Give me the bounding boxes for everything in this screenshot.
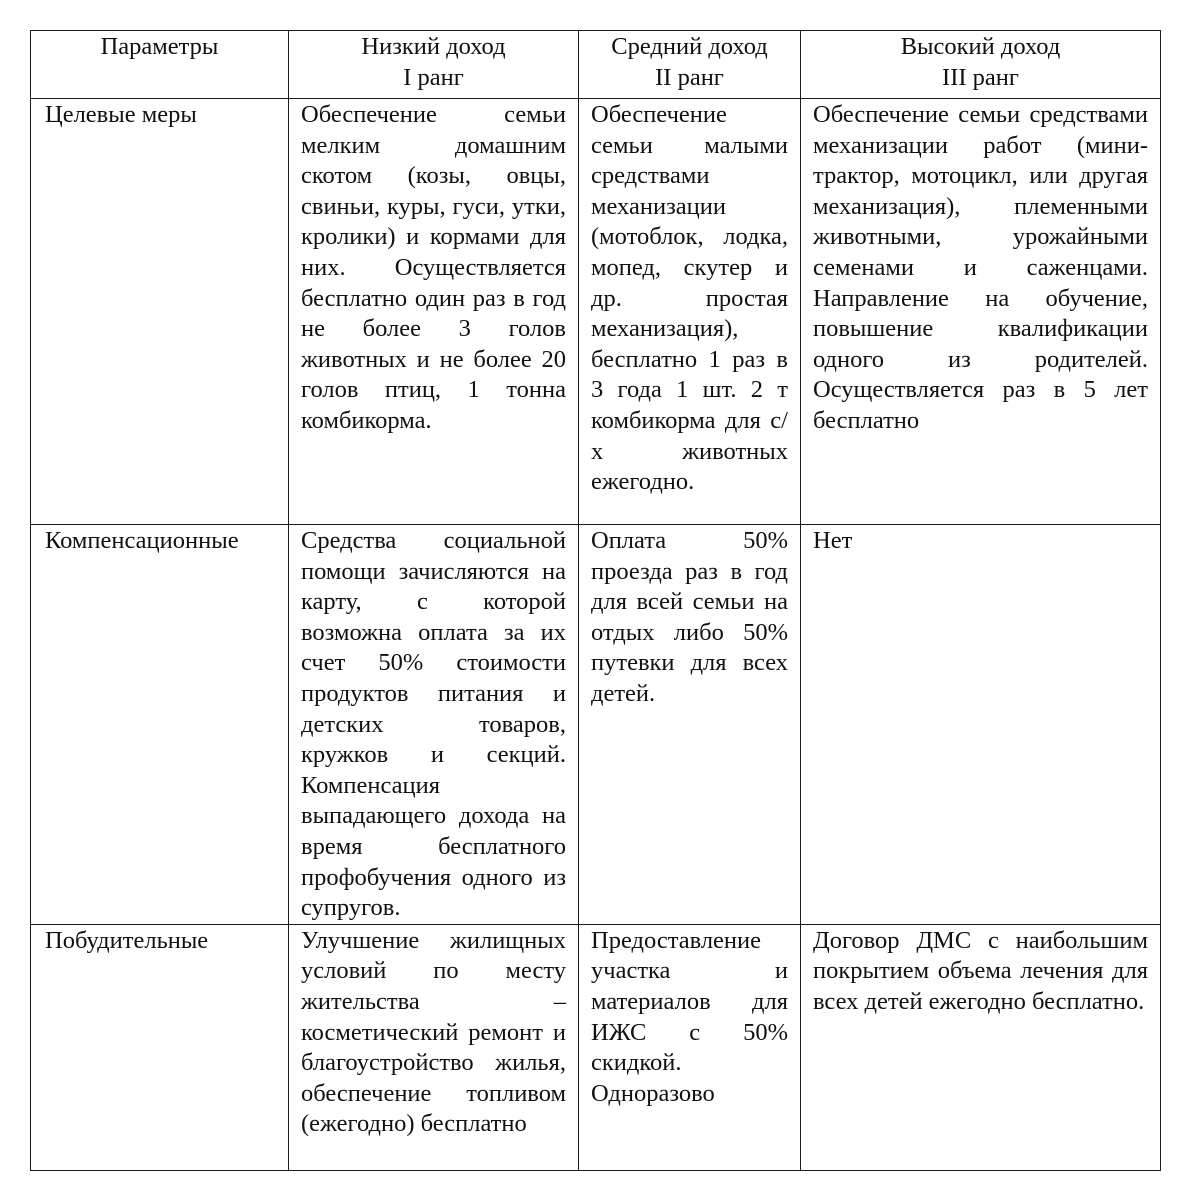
row-param-target-measures: Целевые меры: [31, 99, 289, 525]
cell-high-income: Обеспечение семьи средствами механизации работ (мини-трактор, мотоцикл, или другая механизация), племенными животными, урожайными семенами и саженцами. Направление на обучение, повышение квалификации одного из родителей. Осуществляется раз в 5 лет бесплатно: [801, 99, 1161, 525]
header-mid-income-title: Средний доход: [611, 33, 768, 60]
cell-high-income: Договор ДМС с наибольшим покрытием объема лечения для всех детей ежегодно бесплатно.: [801, 924, 1161, 1170]
header-parameters-label: Параметры: [100, 33, 219, 60]
table-row: [31, 525, 1161, 925]
table-row: [31, 924, 1161, 1170]
row-param-compensation: Компенсационные: [31, 525, 289, 925]
header-high-income: [801, 31, 1161, 99]
cell-mid-income: Оплата 50% проезда раз в год для всей семьи на отдых либо 50% путевки для всех детей.: [579, 525, 801, 925]
header-mid-income: [579, 31, 801, 99]
cell-mid-income: Предоставление участка и материалов для ИЖС с 50% скидкой. Одноразово: [579, 924, 801, 1170]
cell-low-income: Обеспечение семьи мелким домашним скотом (козы, овцы, свиньи, куры, гуси, утки, кролики) и кормами для них. Осуществляется бесплатно один раз в год не более 3 голов животных и не более 20 голов птиц, 1 тонна комбикорма.: [289, 99, 579, 525]
header-parameters: [31, 31, 289, 99]
cell-low-income: Средства социальной помощи зачисляются на карту, с которой возможна оплата за их счет 50% стоимости продуктов питания и детских товаров, кружков и секций. Компенсация выпадающего дохода на время бесплатного профобучения одного из супругов.: [289, 525, 579, 925]
table-row: [31, 99, 1161, 525]
header-low-income: [289, 31, 579, 99]
header-high-income-rank: III ранг: [942, 63, 1019, 91]
row-param-incentive: Побудительные: [31, 924, 289, 1170]
header-mid-income-rank: II ранг: [655, 63, 724, 91]
header-low-income-title: Низкий доход: [361, 33, 506, 60]
cell-high-income: Нет: [801, 525, 1161, 925]
header-high-income-title: Высокий доход: [900, 33, 1061, 60]
cell-mid-income: Обеспечение семьи малыми средствами механизации (мотоблок, лодка, мопед, скутер и др. простая механизация), бесплатно 1 раз в 3 года 1 шт. 2 т комбикорма для с/х животных ежегодно.: [579, 99, 801, 525]
cell-low-income: Улучшение жилищных условий по месту жительства – косметический ремонт и благоустройство жилья, обеспечение топливом (ежегодно) бесплатно: [289, 924, 579, 1170]
header-low-income-rank: I ранг: [403, 63, 464, 91]
table-header-row: [31, 31, 1161, 99]
income-measures-table: [30, 30, 1161, 1171]
